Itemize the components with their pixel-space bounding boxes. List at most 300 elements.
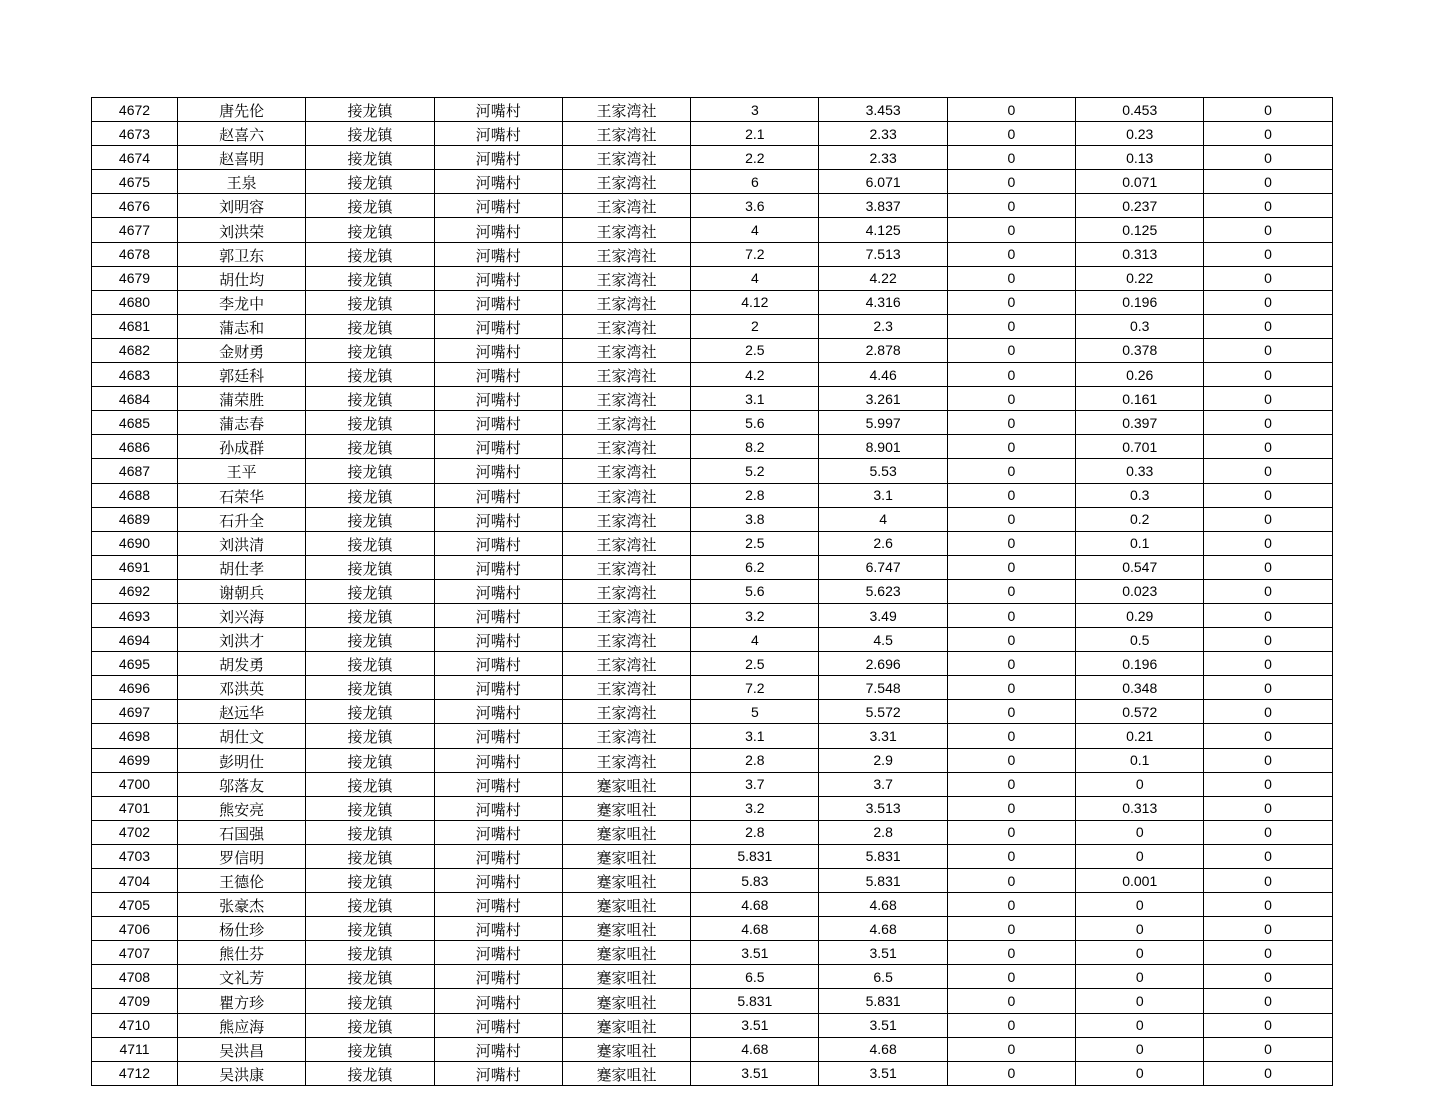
value-b-cell: 2.9 <box>819 748 947 772</box>
village-cell: 河嘴村 <box>434 170 562 194</box>
name-cell: 谢朝兵 <box>178 579 306 603</box>
table-row <box>92 146 1333 170</box>
name-cell: 唐先伦 <box>178 98 306 122</box>
value-e-cell: 0 <box>1204 603 1332 627</box>
name-cell: 金财勇 <box>178 338 306 362</box>
village-cell: 河嘴村 <box>434 844 562 868</box>
town-cell: 接龙镇 <box>306 965 434 989</box>
group-cell: 蹇家咀社 <box>562 772 690 796</box>
value-a-cell: 4 <box>691 628 819 652</box>
group-cell: 王家湾社 <box>562 242 690 266</box>
value-b-cell: 3.1 <box>819 483 947 507</box>
village-cell: 河嘴村 <box>434 555 562 579</box>
name-cell: 邓洪英 <box>178 676 306 700</box>
row-number-cell: 4708 <box>92 965 178 989</box>
village-cell: 河嘴村 <box>434 435 562 459</box>
value-c-cell: 0 <box>947 700 1075 724</box>
group-cell: 王家湾社 <box>562 435 690 459</box>
value-c-cell: 0 <box>947 844 1075 868</box>
town-cell: 接龙镇 <box>306 218 434 242</box>
value-d-cell: 0.29 <box>1076 603 1204 627</box>
value-a-cell: 3.1 <box>691 387 819 411</box>
table-row <box>92 218 1333 242</box>
name-cell: 石升全 <box>178 507 306 531</box>
village-cell: 河嘴村 <box>434 338 562 362</box>
value-e-cell: 0 <box>1204 435 1332 459</box>
value-c-cell: 0 <box>947 748 1075 772</box>
town-cell: 接龙镇 <box>306 338 434 362</box>
value-b-cell: 7.513 <box>819 242 947 266</box>
value-c-cell: 0 <box>947 555 1075 579</box>
table-row <box>92 507 1333 531</box>
village-cell: 河嘴村 <box>434 290 562 314</box>
row-number-cell: 4693 <box>92 603 178 627</box>
value-b-cell: 8.901 <box>819 435 947 459</box>
value-d-cell: 0.3 <box>1076 483 1204 507</box>
value-d-cell: 0.071 <box>1076 170 1204 194</box>
value-c-cell: 0 <box>947 459 1075 483</box>
value-d-cell: 0 <box>1076 820 1204 844</box>
value-d-cell: 0 <box>1076 1037 1204 1061</box>
value-a-cell: 8.2 <box>691 435 819 459</box>
value-e-cell: 0 <box>1204 772 1332 796</box>
group-cell: 王家湾社 <box>562 146 690 170</box>
table-row <box>92 772 1333 796</box>
value-d-cell: 0 <box>1076 1013 1204 1037</box>
value-a-cell: 7.2 <box>691 242 819 266</box>
value-e-cell: 0 <box>1204 989 1332 1013</box>
value-b-cell: 4.68 <box>819 893 947 917</box>
value-d-cell: 0.453 <box>1076 98 1204 122</box>
table-row <box>92 98 1333 122</box>
table-row <box>92 363 1333 387</box>
group-cell: 王家湾社 <box>562 748 690 772</box>
value-e-cell: 0 <box>1204 531 1332 555</box>
row-number-cell: 4678 <box>92 242 178 266</box>
town-cell: 接龙镇 <box>306 387 434 411</box>
value-e-cell: 0 <box>1204 242 1332 266</box>
row-number-cell: 4697 <box>92 700 178 724</box>
value-d-cell: 0.313 <box>1076 242 1204 266</box>
value-e-cell: 0 <box>1204 290 1332 314</box>
value-c-cell: 0 <box>947 98 1075 122</box>
value-a-cell: 6 <box>691 170 819 194</box>
value-a-cell: 2.5 <box>691 652 819 676</box>
group-cell: 王家湾社 <box>562 290 690 314</box>
row-number-cell: 4706 <box>92 917 178 941</box>
value-d-cell: 0.23 <box>1076 122 1204 146</box>
value-b-cell: 3.453 <box>819 98 947 122</box>
table-row <box>92 965 1333 989</box>
row-number-cell: 4677 <box>92 218 178 242</box>
value-e-cell: 0 <box>1204 917 1332 941</box>
table-row <box>92 652 1333 676</box>
table-row <box>92 724 1333 748</box>
group-cell: 蹇家咀社 <box>562 941 690 965</box>
town-cell: 接龙镇 <box>306 941 434 965</box>
name-cell: 王泉 <box>178 170 306 194</box>
group-cell: 蹇家咀社 <box>562 989 690 1013</box>
group-cell: 王家湾社 <box>562 314 690 338</box>
value-a-cell: 4.12 <box>691 290 819 314</box>
value-e-cell: 0 <box>1204 170 1332 194</box>
group-cell: 王家湾社 <box>562 579 690 603</box>
village-cell: 河嘴村 <box>434 507 562 531</box>
table-body <box>92 98 1333 1086</box>
row-number-cell: 4680 <box>92 290 178 314</box>
value-d-cell: 0.237 <box>1076 194 1204 218</box>
row-number-cell: 4701 <box>92 796 178 820</box>
value-b-cell: 4.68 <box>819 917 947 941</box>
village-cell: 河嘴村 <box>434 459 562 483</box>
village-cell: 河嘴村 <box>434 893 562 917</box>
name-cell: 石荣华 <box>178 483 306 507</box>
value-b-cell: 6.747 <box>819 555 947 579</box>
table-row <box>92 170 1333 194</box>
table-row <box>92 1013 1333 1037</box>
value-c-cell: 0 <box>947 1013 1075 1037</box>
table-row <box>92 194 1333 218</box>
town-cell: 接龙镇 <box>306 893 434 917</box>
group-cell: 王家湾社 <box>562 194 690 218</box>
town-cell: 接龙镇 <box>306 579 434 603</box>
table-row <box>92 844 1333 868</box>
row-number-cell: 4692 <box>92 579 178 603</box>
group-cell: 王家湾社 <box>562 700 690 724</box>
name-cell: 熊安亮 <box>178 796 306 820</box>
town-cell: 接龙镇 <box>306 917 434 941</box>
value-b-cell: 4.125 <box>819 218 947 242</box>
name-cell: 吴洪昌 <box>178 1037 306 1061</box>
group-cell: 王家湾社 <box>562 338 690 362</box>
value-a-cell: 2.8 <box>691 748 819 772</box>
name-cell: 吴洪康 <box>178 1061 306 1085</box>
value-a-cell: 6.5 <box>691 965 819 989</box>
town-cell: 接龙镇 <box>306 242 434 266</box>
group-cell: 蹇家咀社 <box>562 1013 690 1037</box>
row-number-cell: 4681 <box>92 314 178 338</box>
value-e-cell: 0 <box>1204 314 1332 338</box>
group-cell: 王家湾社 <box>562 555 690 579</box>
town-cell: 接龙镇 <box>306 820 434 844</box>
value-d-cell: 0.348 <box>1076 676 1204 700</box>
town-cell: 接龙镇 <box>306 628 434 652</box>
value-c-cell: 0 <box>947 676 1075 700</box>
table-row <box>92 796 1333 820</box>
town-cell: 接龙镇 <box>306 290 434 314</box>
value-e-cell: 0 <box>1204 652 1332 676</box>
value-c-cell: 0 <box>947 796 1075 820</box>
value-e-cell: 0 <box>1204 363 1332 387</box>
value-d-cell: 0.397 <box>1076 411 1204 435</box>
village-cell: 河嘴村 <box>434 266 562 290</box>
value-e-cell: 0 <box>1204 820 1332 844</box>
value-a-cell: 5 <box>691 700 819 724</box>
village-cell: 河嘴村 <box>434 820 562 844</box>
village-cell: 河嘴村 <box>434 628 562 652</box>
row-number-cell: 4672 <box>92 98 178 122</box>
group-cell: 王家湾社 <box>562 652 690 676</box>
village-cell: 河嘴村 <box>434 363 562 387</box>
row-number-cell: 4675 <box>92 170 178 194</box>
value-a-cell: 4 <box>691 266 819 290</box>
table-row <box>92 869 1333 893</box>
name-cell: 王德伦 <box>178 869 306 893</box>
town-cell: 接龙镇 <box>306 724 434 748</box>
value-b-cell: 2.3 <box>819 314 947 338</box>
table-row <box>92 989 1333 1013</box>
value-b-cell: 3.31 <box>819 724 947 748</box>
value-a-cell: 6.2 <box>691 555 819 579</box>
value-a-cell: 2.5 <box>691 338 819 362</box>
row-number-cell: 4684 <box>92 387 178 411</box>
value-d-cell: 0.13 <box>1076 146 1204 170</box>
value-a-cell: 3.8 <box>691 507 819 531</box>
group-cell: 蹇家咀社 <box>562 1037 690 1061</box>
row-number-cell: 4694 <box>92 628 178 652</box>
row-number-cell: 4700 <box>92 772 178 796</box>
value-c-cell: 0 <box>947 893 1075 917</box>
value-c-cell: 0 <box>947 146 1075 170</box>
value-d-cell: 0.161 <box>1076 387 1204 411</box>
value-d-cell: 0.196 <box>1076 652 1204 676</box>
value-e-cell: 0 <box>1204 724 1332 748</box>
value-c-cell: 0 <box>947 266 1075 290</box>
value-e-cell: 0 <box>1204 844 1332 868</box>
value-a-cell: 3.51 <box>691 1013 819 1037</box>
name-cell: 李龙中 <box>178 290 306 314</box>
value-d-cell: 0.572 <box>1076 700 1204 724</box>
value-e-cell: 0 <box>1204 1061 1332 1085</box>
town-cell: 接龙镇 <box>306 170 434 194</box>
value-a-cell: 3.1 <box>691 724 819 748</box>
group-cell: 王家湾社 <box>562 170 690 194</box>
value-e-cell: 0 <box>1204 338 1332 362</box>
value-a-cell: 7.2 <box>691 676 819 700</box>
table-row <box>92 748 1333 772</box>
table-row <box>92 435 1333 459</box>
value-e-cell: 0 <box>1204 218 1332 242</box>
value-c-cell: 0 <box>947 603 1075 627</box>
town-cell: 接龙镇 <box>306 507 434 531</box>
value-e-cell: 0 <box>1204 1037 1332 1061</box>
row-number-cell: 4696 <box>92 676 178 700</box>
village-cell: 河嘴村 <box>434 869 562 893</box>
row-number-cell: 4689 <box>92 507 178 531</box>
group-cell: 王家湾社 <box>562 507 690 531</box>
value-c-cell: 0 <box>947 579 1075 603</box>
value-e-cell: 0 <box>1204 748 1332 772</box>
value-c-cell: 0 <box>947 1061 1075 1085</box>
village-cell: 河嘴村 <box>434 314 562 338</box>
value-a-cell: 5.6 <box>691 579 819 603</box>
name-cell: 孙成群 <box>178 435 306 459</box>
value-d-cell: 0.22 <box>1076 266 1204 290</box>
value-b-cell: 6.5 <box>819 965 947 989</box>
village-cell: 河嘴村 <box>434 483 562 507</box>
value-a-cell: 4.68 <box>691 893 819 917</box>
value-a-cell: 5.6 <box>691 411 819 435</box>
value-a-cell: 2.5 <box>691 531 819 555</box>
village-cell: 河嘴村 <box>434 1061 562 1085</box>
name-cell: 罗信明 <box>178 844 306 868</box>
value-e-cell: 0 <box>1204 1013 1332 1037</box>
name-cell: 瞿方珍 <box>178 989 306 1013</box>
value-a-cell: 3.6 <box>691 194 819 218</box>
value-a-cell: 2.8 <box>691 483 819 507</box>
village-cell: 河嘴村 <box>434 796 562 820</box>
group-cell: 王家湾社 <box>562 531 690 555</box>
group-cell: 王家湾社 <box>562 363 690 387</box>
value-b-cell: 4.68 <box>819 1037 947 1061</box>
table-row <box>92 700 1333 724</box>
value-d-cell: 0 <box>1076 917 1204 941</box>
row-number-cell: 4690 <box>92 531 178 555</box>
value-b-cell: 3.51 <box>819 941 947 965</box>
name-cell: 蒲志春 <box>178 411 306 435</box>
value-d-cell: 0 <box>1076 941 1204 965</box>
town-cell: 接龙镇 <box>306 989 434 1013</box>
group-cell: 王家湾社 <box>562 122 690 146</box>
value-e-cell: 0 <box>1204 146 1332 170</box>
value-b-cell: 3.513 <box>819 796 947 820</box>
name-cell: 胡仕孝 <box>178 555 306 579</box>
row-number-cell: 4686 <box>92 435 178 459</box>
value-c-cell: 0 <box>947 338 1075 362</box>
name-cell: 文礼芳 <box>178 965 306 989</box>
value-c-cell: 0 <box>947 363 1075 387</box>
row-number-cell: 4688 <box>92 483 178 507</box>
name-cell: 赵喜明 <box>178 146 306 170</box>
value-a-cell: 4 <box>691 218 819 242</box>
town-cell: 接龙镇 <box>306 700 434 724</box>
value-a-cell: 3.51 <box>691 1061 819 1085</box>
table-row <box>92 941 1333 965</box>
value-b-cell: 6.071 <box>819 170 947 194</box>
table-row <box>92 242 1333 266</box>
name-cell: 郭卫东 <box>178 242 306 266</box>
value-b-cell: 5.831 <box>819 989 947 1013</box>
group-cell: 王家湾社 <box>562 411 690 435</box>
data-table <box>91 97 1333 1086</box>
group-cell: 蹇家咀社 <box>562 796 690 820</box>
value-a-cell: 2 <box>691 314 819 338</box>
name-cell: 刘洪荣 <box>178 218 306 242</box>
row-number-cell: 4707 <box>92 941 178 965</box>
village-cell: 河嘴村 <box>434 917 562 941</box>
village-cell: 河嘴村 <box>434 1037 562 1061</box>
value-e-cell: 0 <box>1204 122 1332 146</box>
value-e-cell: 0 <box>1204 194 1332 218</box>
value-d-cell: 0.1 <box>1076 748 1204 772</box>
row-number-cell: 4676 <box>92 194 178 218</box>
value-c-cell: 0 <box>947 507 1075 531</box>
row-number-cell: 4702 <box>92 820 178 844</box>
value-e-cell: 0 <box>1204 893 1332 917</box>
village-cell: 河嘴村 <box>434 194 562 218</box>
value-b-cell: 5.997 <box>819 411 947 435</box>
village-cell: 河嘴村 <box>434 989 562 1013</box>
value-c-cell: 0 <box>947 194 1075 218</box>
town-cell: 接龙镇 <box>306 796 434 820</box>
row-number-cell: 4673 <box>92 122 178 146</box>
group-cell: 蹇家咀社 <box>562 869 690 893</box>
table-row <box>92 266 1333 290</box>
group-cell: 蹇家咀社 <box>562 844 690 868</box>
village-cell: 河嘴村 <box>434 579 562 603</box>
name-cell: 王平 <box>178 459 306 483</box>
table-row <box>92 893 1333 917</box>
village-cell: 河嘴村 <box>434 98 562 122</box>
name-cell: 邬落友 <box>178 772 306 796</box>
value-c-cell: 0 <box>947 122 1075 146</box>
table-row <box>92 917 1333 941</box>
value-e-cell: 0 <box>1204 965 1332 989</box>
town-cell: 接龙镇 <box>306 676 434 700</box>
value-c-cell: 0 <box>947 869 1075 893</box>
value-a-cell: 3 <box>691 98 819 122</box>
row-number-cell: 4704 <box>92 869 178 893</box>
value-c-cell: 0 <box>947 170 1075 194</box>
town-cell: 接龙镇 <box>306 844 434 868</box>
value-a-cell: 4.68 <box>691 917 819 941</box>
value-c-cell: 0 <box>947 483 1075 507</box>
table-row <box>92 820 1333 844</box>
value-d-cell: 0.313 <box>1076 796 1204 820</box>
value-b-cell: 4.316 <box>819 290 947 314</box>
town-cell: 接龙镇 <box>306 1013 434 1037</box>
name-cell: 赵喜六 <box>178 122 306 146</box>
row-number-cell: 4698 <box>92 724 178 748</box>
value-e-cell: 0 <box>1204 507 1332 531</box>
village-cell: 河嘴村 <box>434 700 562 724</box>
group-cell: 王家湾社 <box>562 676 690 700</box>
town-cell: 接龙镇 <box>306 194 434 218</box>
value-b-cell: 2.696 <box>819 652 947 676</box>
group-cell: 王家湾社 <box>562 459 690 483</box>
village-cell: 河嘴村 <box>434 1013 562 1037</box>
name-cell: 熊仕芬 <box>178 941 306 965</box>
group-cell: 王家湾社 <box>562 387 690 411</box>
town-cell: 接龙镇 <box>306 435 434 459</box>
value-a-cell: 2.8 <box>691 820 819 844</box>
value-a-cell: 3.2 <box>691 796 819 820</box>
name-cell: 刘洪才 <box>178 628 306 652</box>
value-c-cell: 0 <box>947 965 1075 989</box>
town-cell: 接龙镇 <box>306 603 434 627</box>
row-number-cell: 4699 <box>92 748 178 772</box>
value-b-cell: 3.837 <box>819 194 947 218</box>
row-number-cell: 4679 <box>92 266 178 290</box>
name-cell: 熊应海 <box>178 1013 306 1037</box>
value-c-cell: 0 <box>947 314 1075 338</box>
row-number-cell: 4683 <box>92 363 178 387</box>
town-cell: 接龙镇 <box>306 652 434 676</box>
value-b-cell: 3.261 <box>819 387 947 411</box>
value-d-cell: 0 <box>1076 1061 1204 1085</box>
value-c-cell: 0 <box>947 218 1075 242</box>
name-cell: 胡仕文 <box>178 724 306 748</box>
value-c-cell: 0 <box>947 411 1075 435</box>
value-e-cell: 0 <box>1204 796 1332 820</box>
name-cell: 赵远华 <box>178 700 306 724</box>
row-number-cell: 4703 <box>92 844 178 868</box>
value-e-cell: 0 <box>1204 266 1332 290</box>
value-b-cell: 4 <box>819 507 947 531</box>
row-number-cell: 4695 <box>92 652 178 676</box>
town-cell: 接龙镇 <box>306 555 434 579</box>
table-row <box>92 555 1333 579</box>
